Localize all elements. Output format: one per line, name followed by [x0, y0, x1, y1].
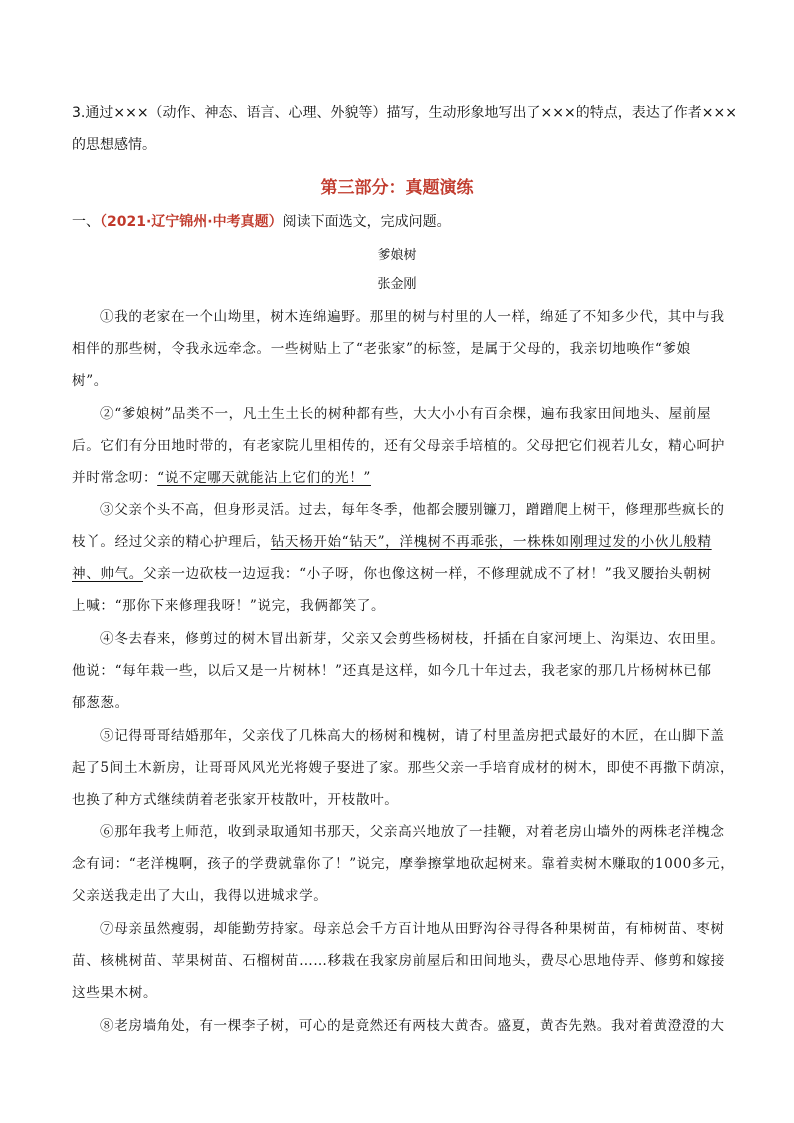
underlined-sentence-part-1: 钻天杨开始“钻天”，洋槐树不再乖张，一株株如刚理过发的小伙儿般精 — [270, 534, 712, 550]
question-prefix: 一、 — [72, 214, 100, 230]
paragraph-4-line-3: 郁葱葱。 — [72, 695, 129, 711]
paragraph-7-line-1: ⑦母亲虽然瘦弱，却能勤劳持家。母亲总会千方百计地从田野沟谷寻得各种果树苗，有柿树苗、枣树 — [100, 921, 725, 937]
underlined-sentence-part-2: 神、帅气。 — [72, 566, 143, 582]
paragraph-6-line-3: 父亲送我走出了大山，我得以进城求学。 — [72, 888, 328, 904]
paragraph-2-line-2: 后。它们有分田地时带的，有老家院儿里相传的，还有父母亲手培植的。父母把它们视若儿女，精心呵护 — [72, 438, 725, 454]
paragraph-1-line-3: 树”。 — [72, 373, 108, 389]
question-instruction: 阅读下面选文，完成问题。 — [282, 214, 451, 230]
paragraph-2-line-3-text: 并时常念叨： — [72, 470, 158, 486]
article-title: 爹娘树 — [377, 248, 417, 263]
paragraph-2-line-3 — [72, 467, 722, 489]
paragraph-6-line-2: 念有词：“老洋槐啊，孩子的学费就靠你了！”说完，摩拳擦掌地砍起树来。靠着卖树木赚取的1000多元， — [72, 856, 735, 872]
paragraph-3-line-3-text: 父亲一边砍枝一边逗我：“小子呀，你也像这树一样，不修理就成不了材！”我叉腰抬头朝树 — [142, 566, 712, 582]
intro-line-2: 的思想感情。 — [72, 137, 156, 153]
paragraph-3-line-2-text: 枝丫。经过父亲的精心护理后， — [72, 534, 271, 550]
paragraph-3-line-4: 上喊：“那你下来修理我呀！”说完，我俩都笑了。 — [72, 598, 386, 614]
paragraph-5-line-2: 起了5间土木新房，让哥哥风风光光将嫂子娶进了家。那些父亲一手培育成材的树木，即使不再撒下荫凉， — [72, 760, 735, 776]
paragraph-6-line-1: ⑥那年我考上师范，收到录取通知书那天，父亲高兴地放了一挂鞭，对着老房山墙外的两株老洋槐念 — [100, 824, 725, 840]
underlined-quote: “说不定哪天就能沾上它们的光！” — [157, 470, 371, 486]
question-header — [72, 211, 722, 233]
paragraph-2-line-1: ②“爹娘树”品类不一，凡土生土长的树种都有些，大大小小有百余棵，遍布我家田间地头、屋前屋 — [100, 406, 712, 422]
paragraph-3-line-2 — [72, 531, 722, 553]
intro-line-1: 3.通过×××（动作、神态、语言、心理、外貌等）描写，生动形象地写出了×××的特点，表达了作者××× — [72, 105, 737, 121]
paragraph-4-line-2: 他说：“每年栽一些，以后又是一片树林！”还真是这样，如今几十年过去，我老家的那几片杨树林已郁 — [72, 663, 712, 679]
paragraph-4-line-1: ④冬去春来，修剪过的树木冒出新芽，父亲又会剪些杨树枝，扦插在自家河埂上、沟渠边、农田里。 — [100, 631, 725, 647]
paragraph-1-line-1: ①我的老家在一个山坳里，树木连绵遍野。那里的树与村里的人一样，绵延了不知多少代，其中与我 — [100, 309, 725, 325]
section-title: 第三部分：真题演练 — [320, 178, 474, 198]
paragraph-5-line-3: 也换了种方式继续荫着老张家开枝散叶，开枝散叶。 — [72, 792, 399, 808]
paragraph-7-line-2: 苗、核桃树苗、苹果树苗、石榴树苗……移栽在我家房前屋后和田间地头，费尽心思地侍弄、修剪和嫁接 — [72, 953, 725, 969]
paragraph-1-line-2: 相伴的那些树，令我永远牵念。一些树贴上了“老张家”的标签，是属于父母的，我亲切地唤作“爹娘 — [72, 341, 691, 357]
article-author: 张金刚 — [377, 277, 417, 292]
paragraph-8-line-1: ⑧老房墙角处，有一棵李子树，可心的是竟然还有两枝大黄杏。盛夏，黄杏先熟。我对着黄澄澄的大 — [100, 1018, 725, 1034]
paragraph-5-line-1: ⑤记得哥哥结婚那年，父亲伐了几株高大的杨树和槐树，请了村里盖房把式最好的木匠，在山脚下盖 — [100, 728, 725, 744]
paragraph-7-line-3: 这些果木树。 — [72, 985, 158, 1001]
question-source: （2021·辽宁锦州·中考真题） — [100, 214, 283, 230]
paragraph-3-line-3 — [72, 563, 722, 585]
paragraph-3-line-1: ③父亲个头不高，但身形灵活。过去，每年冬季，他都会腰别镰刀，蹭蹭爬上树干，修理那些疯长的 — [100, 502, 725, 518]
